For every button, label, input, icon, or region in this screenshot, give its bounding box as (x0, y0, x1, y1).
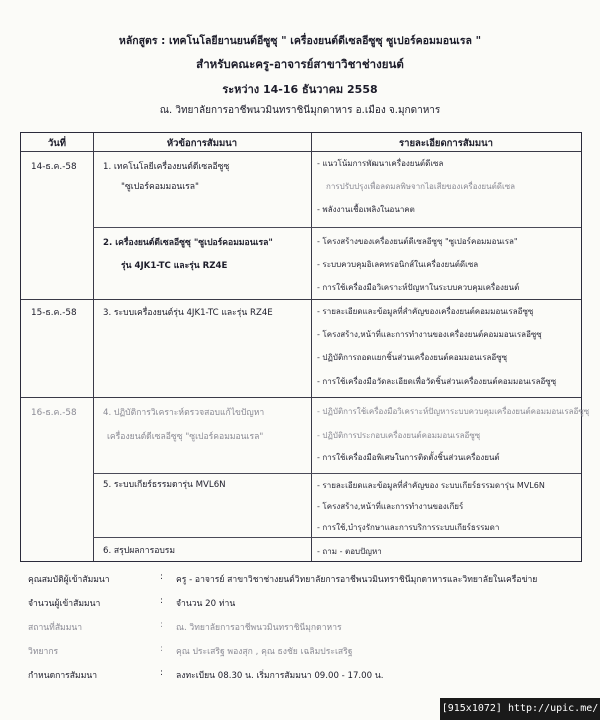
detail-item: การปรับปรุงเพื่อลดมลพิษจากไอเสียของเครื่องยนต์ดีเซล (326, 182, 516, 191)
footer-value: จำนวน 20 ท่าน (176, 599, 236, 609)
row-topic: "ซูเปอร์คอมมอนเรล" (121, 182, 200, 192)
footer-label: สถานที่สัมมนา (28, 623, 83, 633)
row-topic: 5. ระบบเกียร์ธรรมดารุ่น MVL6N (103, 480, 226, 490)
footer-colon: : (160, 572, 163, 582)
detail-item: - โครงสร้างของเครื่องยนต์ดีเซลอีซูซุ "ซูเปอร์คอมมอนเรล" (317, 237, 518, 246)
topic-divider (93, 227, 581, 228)
row-date: 14-ธ.ค.-58 (31, 162, 77, 172)
footer-label: คุณสมบัติผู้เข้าสัมมนา (28, 575, 110, 585)
detail-item: - พลังงานเชื้อเพลิงในอนาคต (317, 205, 415, 214)
topic-divider (93, 473, 581, 474)
detail-item: - การใช้เครื่องมือพิเศษในการติดตั้งชิ้นส่วนเครื่องยนต์ (317, 453, 500, 462)
detail-item: - ปฏิบัติการประกอบเครื่องยนต์คอมมอนเรลอีซูซุ (317, 431, 481, 440)
footer-label: วิทยากร (28, 647, 59, 657)
row-topic: เครื่องยนต์ดีเซลอีซูซุ "ซูเปอร์คอมมอนเรล" (107, 432, 264, 442)
footer-colon: : (160, 620, 163, 630)
image-host-watermark: [915x1072] http://upic.me/ (440, 698, 600, 720)
detail-item: - ปฏิบัติการถอดแยกชิ้นส่วนเครื่องยนต์คอมมอนเรลอีซูซุ (317, 353, 508, 362)
row-topic: รุ่น 4JK1-TC และรุ่น RZ4E (121, 261, 228, 271)
row-topic: 3. ระบบเครื่องยนต์รุ่น 4JK1-TC และรุ่น RZ4E (103, 308, 273, 318)
course-title: หลักสูตร : เทคโนโลยียานยนต์อีซูซุ " เครื่องยนต์ดีเซลอีซูซุ ซูเปอร์คอมมอนเรล " (118, 35, 482, 47)
audience-line: สำหรับคณะครู-อาจารย์สาขาวิชาช่างยนต์ (196, 57, 404, 71)
footer-label: กำหนดการสัมมนา (28, 671, 98, 681)
footer-colon: : (160, 596, 163, 606)
day-divider (21, 299, 581, 300)
day-divider (21, 397, 581, 398)
footer-value: ลงทะเบียน 08.30 น. เริ่มการสัมมนา 09.00 - 17.00 น. (176, 671, 384, 681)
detail-item: - แนวโน้มการพัฒนาเครื่องยนต์ดีเซล (317, 159, 444, 168)
detail-item: - ระบบควบคุมอิเลคทรอนิกส์ในเครื่องยนต์ดีเซล (317, 260, 479, 269)
header-date: วันที่ (47, 138, 67, 149)
footer-value: ครู - อาจารย์ สาขาวิชาช่างยนต์วิทยาลัยการอาชีพนวมินทราชินีมุกดาหารและวิทยาลัยในเครือข่าย (176, 575, 538, 585)
detail-item: - ปฏิบัติการใช้เครื่องมือวิเคราะห์ปัญหาระบบควบคุมเครื่องยนต์คอมมอนเรลอีซูซุ (317, 407, 590, 416)
row-topic: 2. เครื่องยนต์ดีเซลอีซูซุ "ซูเปอร์คอมมอนเรล" (103, 238, 273, 248)
header-divider (21, 151, 581, 152)
detail-item: - การใช้,บำรุงรักษาและการบริการระบบเกียร์ธรรมดา (317, 523, 500, 532)
column-divider (93, 133, 94, 561)
venue-line: ณ. วิทยาลัยการอาชีพนวมินทราชินีมุกดาหาร อ.เมือง จ.มุกดาหาร (159, 105, 441, 116)
column-divider (311, 133, 312, 561)
footer-colon: : (160, 668, 163, 678)
schedule-table (20, 132, 590, 562)
detail-item: - การใช้เครื่องมือวิเคราะห์ปัญหาในระบบควบคุมเครื่องยนต์ (317, 283, 520, 292)
date-range-line: ระหว่าง 14-16 ธันวาคม 2558 (222, 83, 378, 96)
row-topic: 1. เทคโนโลยีเครื่องยนต์ดีเซลอีซูซุ (103, 162, 230, 172)
footer-label: จำนวนผู้เข้าสัมมนา (28, 599, 101, 609)
detail-item: - รายละเอียดและข้อมูลที่สำคัญของเครื่องยนต์คอมมอนเรลอีซูซุ (317, 307, 534, 316)
row-date: 16-ธ.ค.-58 (31, 408, 77, 418)
header-topic: หัวข้อการสัมมนา (166, 138, 238, 149)
detail-item: - การใช้เครื่องมือวัดละเอียดเพื่อวัดชิ้นส่วนเครื่องยนต์คอมมอนเรลอีซูซุ (317, 377, 557, 386)
detail-item: - ถาม - ตอบปัญหา (317, 547, 382, 556)
detail-item: - โครงสร้าง,หน้าที่และการทำงานของเครื่องยนต์คอมมอนเรลอีซูซุ (317, 330, 542, 339)
topic-divider (93, 537, 581, 538)
row-topic: 6. สรุปผลการอบรม (103, 546, 176, 556)
footer-value: ณ. วิทยาลัยการอาชีพนวมินทราชินีมุกดาหาร (176, 623, 342, 633)
row-topic: 4. ปฏิบัติการวิเคราะห์ตรวจสอบแก้ไขปัญหา (103, 408, 265, 418)
detail-item: - โครงสร้าง,หน้าที่และการทำงานของเกียร์ (317, 502, 464, 511)
footer-value: คุณ ประเสริฐ พองสุก , คุณ ธงชัย เฉลิมประเสริฐ (176, 647, 353, 657)
header-detail: รายละเอียดการสัมมนา (399, 138, 493, 149)
row-date: 15-ธ.ค.-58 (31, 308, 77, 318)
detail-item: - รายละเอียดและข้อมูลที่สำคัญของ ระบบเกียร์ธรรมดารุ่น MVL6N (317, 481, 545, 490)
footer-colon: : (160, 644, 163, 654)
